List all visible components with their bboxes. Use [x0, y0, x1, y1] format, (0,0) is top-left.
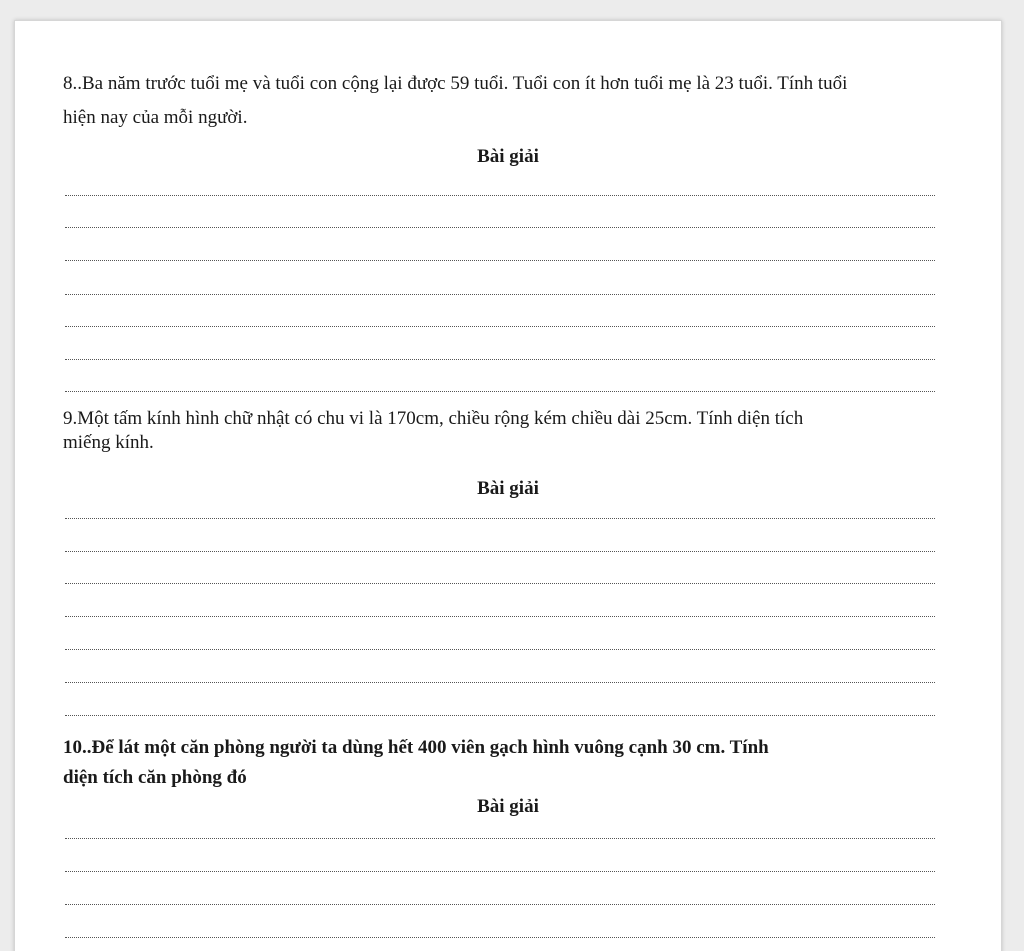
problem-9-line-2: miếng kính. [63, 432, 154, 453]
answer-line [65, 904, 935, 905]
problem-9-line-1: 9.Một tấm kính hình chữ nhật có chu vi là 170cm, chiều rộng kém chiều dài 25cm. Tính diện tích [63, 408, 804, 429]
answer-line [65, 518, 935, 519]
problem-8-line-2: hiện nay của mỗi người. [63, 107, 248, 128]
problem-10-line-2: diện tích căn phòng đó [63, 767, 247, 788]
answer-line [65, 937, 935, 938]
answer-line [65, 195, 935, 196]
answer-line [65, 583, 935, 584]
answer-line [65, 391, 935, 392]
answer-line [65, 715, 935, 716]
problem-9-text [63, 407, 953, 455]
document-page [14, 20, 1002, 951]
answer-line [65, 326, 935, 327]
answer-line [65, 871, 935, 872]
problem-9-heading: Bài giải [477, 478, 539, 499]
answer-line [65, 616, 935, 617]
problem-8-text [63, 69, 953, 133]
problem-8-heading: Bài giải [477, 146, 539, 167]
answer-line [65, 359, 935, 360]
problem-10-line-1: 10..Để lát một căn phòng người ta dùng hết 400 viên gạch hình vuông cạnh 30 cm. Tính [63, 737, 769, 758]
answer-line [65, 682, 935, 683]
answer-line [65, 294, 935, 295]
answer-line [65, 649, 935, 650]
answer-line [65, 551, 935, 552]
problem-10-text [63, 733, 953, 793]
problem-10-heading: Bài giải [477, 796, 539, 817]
answer-line [65, 227, 935, 228]
problem-8-line-1: 8..Ba năm trước tuổi mẹ và tuổi con cộng lại được 59 tuổi. Tuổi con ít hơn tuổi mẹ là 23 tuổi. Tính tuổi [63, 73, 848, 94]
answer-line [65, 838, 935, 839]
answer-line [65, 260, 935, 261]
